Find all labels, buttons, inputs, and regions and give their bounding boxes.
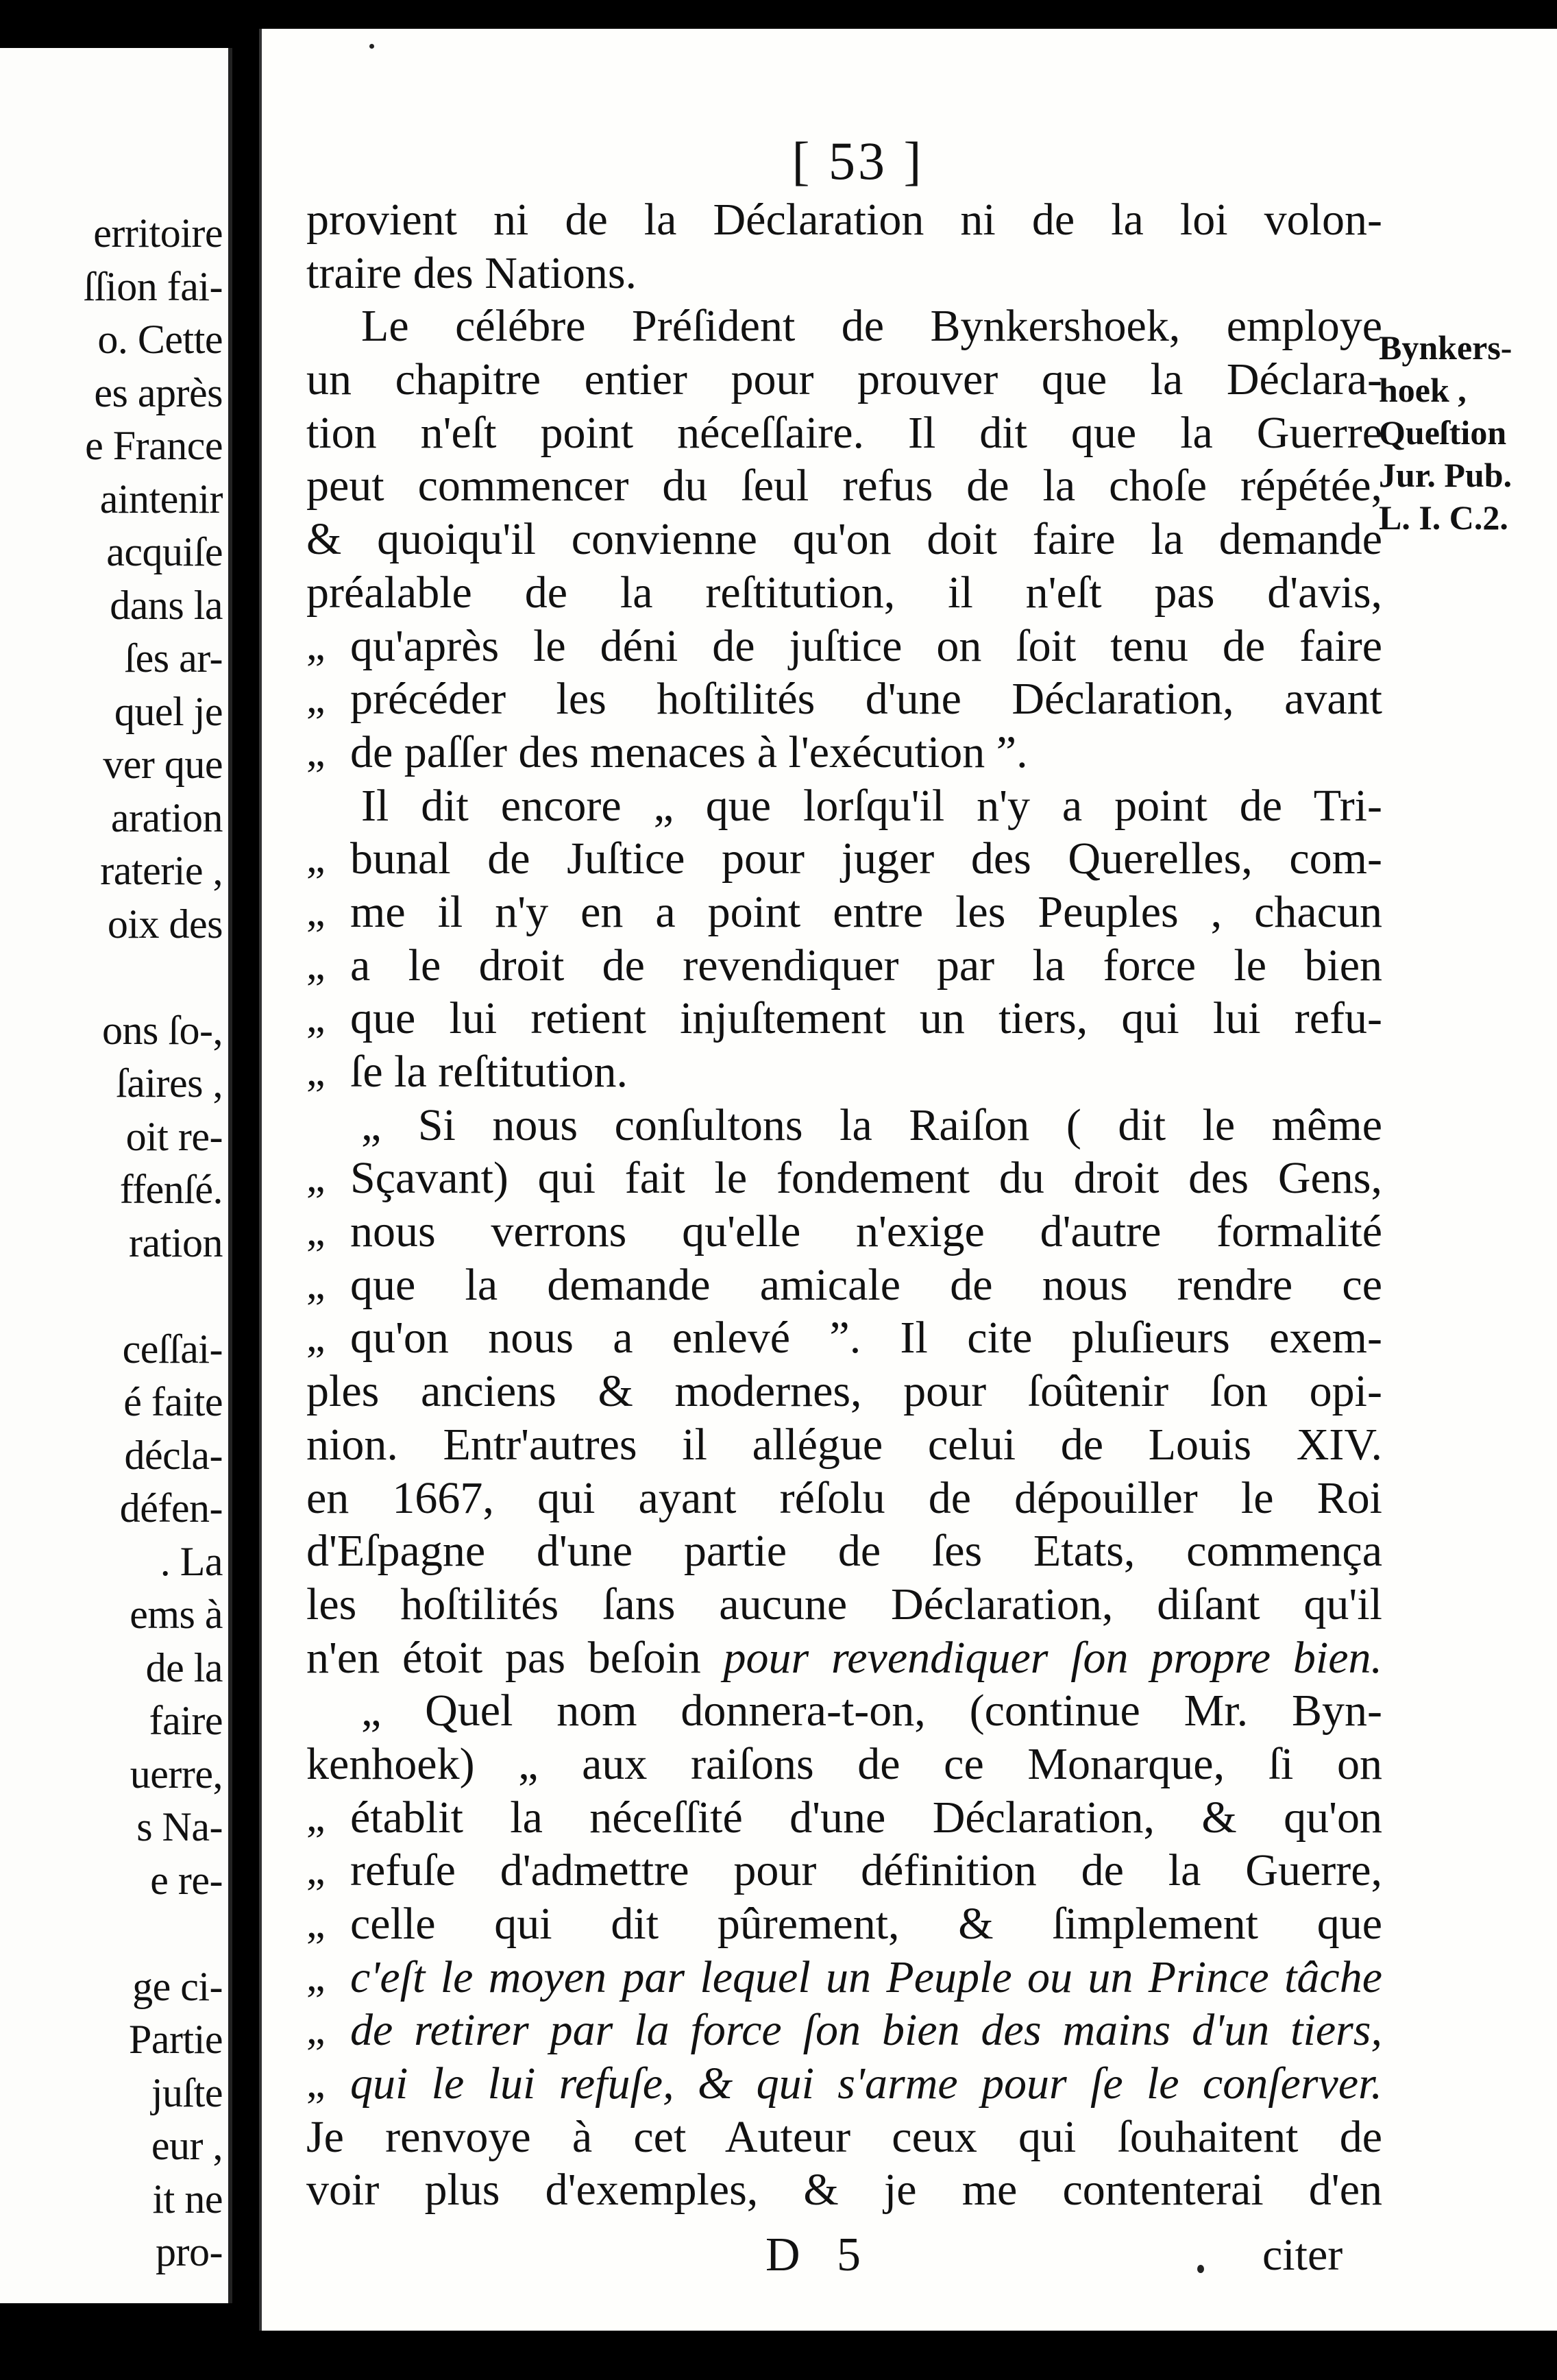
line-text: que lui retient injuſtement un tiers, qui lui refu- [350, 993, 1382, 1044]
text-line [306, 1844, 1382, 1897]
line-text: a le droit de revendiquer par la force le bien [350, 940, 1382, 991]
line-text: n'en étoit pas beſoin [306, 1632, 724, 1683]
line-text: traire des Nations. [306, 247, 637, 298]
line-text: qu'après le déni de juſtice on ſoit tenu de faire [350, 620, 1382, 671]
text-line [306, 1311, 1382, 1365]
margin-note [1379, 326, 1557, 539]
line-text: préalable de la reſtitution, il n'eſt pas d'avis, [306, 567, 1382, 618]
text-line [306, 1259, 1382, 1312]
margin-note-line: L. I. C.2. [1379, 498, 1508, 537]
text-line [306, 1525, 1382, 1578]
left-page-line [0, 951, 228, 1004]
line-text: provient ni de la Déclaration ni de la loi volon- [306, 195, 1382, 245]
line-text: qu'on nous a enlevé ”. Il cite pluſieurs exem- [350, 1313, 1382, 1363]
left-page-line: ſes ar- [124, 635, 223, 681]
text-line [306, 353, 1382, 406]
left-page-line: dans la [110, 582, 223, 628]
quote-mark: „ [306, 675, 326, 722]
left-page-fragment [0, 48, 232, 2303]
text-line [306, 1418, 1382, 1472]
italic-text: de retirer par la force ſon bien des mains d'un tiers, [350, 2005, 1382, 2056]
left-page-line: ceſſai- [122, 1326, 223, 1372]
left-page-line: e re- [150, 1857, 223, 1903]
text-line [306, 1045, 1382, 1099]
quote-mark: „ [306, 1900, 326, 1947]
text-line [306, 247, 1382, 300]
signature-mark: D 5 [765, 2229, 874, 2281]
left-page-line: ſſion fai- [83, 263, 223, 309]
quote-mark: „ [306, 1314, 326, 1361]
text-line [306, 779, 1382, 833]
left-page-line: oit re- [125, 1113, 223, 1159]
line-text: Je renvoye à cet Auteur ceux qui ſouhaitent de [306, 2111, 1382, 2162]
left-page-line: it ne [152, 2176, 223, 2222]
left-page-line: uerre, [130, 1751, 223, 1797]
line-text: un chapitre entier pour prouver que la Déclara- [306, 354, 1382, 405]
left-page-line: o. Cette [97, 317, 223, 362]
text-line [306, 672, 1382, 726]
left-page-line: aintenir [99, 476, 223, 522]
line-text: nous verrons qu'elle n'exige d'autre formalité [350, 1206, 1382, 1257]
line-text: de paſſer des menaces à l'exécution ”. [350, 727, 1028, 777]
left-page-line: e France [85, 423, 223, 468]
quote-mark: „ [306, 1261, 326, 1308]
text-line [306, 1791, 1382, 1845]
text-line [306, 1365, 1382, 1418]
line-text: Il dit encore „ que lorſqu'il n'y a point de Tri- [361, 780, 1382, 831]
text-line [306, 2111, 1382, 2164]
line-text: bunal de Juſtice pour juger des Querelles, com- [350, 834, 1382, 884]
quote-mark: „ [306, 728, 326, 775]
left-page-line: es après [94, 369, 223, 415]
line-text: Sçavant) qui fait le fondement du droit des Gens, [350, 1153, 1382, 1204]
text-line [306, 459, 1382, 513]
line-text: les hoſtilités ſans aucune Déclaration, diſant qu'il [306, 1579, 1382, 1629]
line-text: nion. Entr'autres il allégue celui de Louis XIV. [306, 1419, 1382, 1470]
text-line [306, 1205, 1382, 1259]
left-page-line: acquiſe [106, 529, 223, 574]
text-line [306, 1099, 1382, 1152]
line-text: d'Eſpagne d'une partie de ſes Etats, commença [306, 1526, 1382, 1577]
text-line [306, 726, 1382, 779]
quote-mark: „ [306, 1793, 326, 1841]
quote-mark: „ [306, 1208, 326, 1255]
line-text: ples anciens & modernes, pour ſoûtenir ſon opi- [306, 1366, 1382, 1417]
quote-mark: „ [306, 1847, 326, 1894]
left-page-line: de la [145, 1644, 223, 1690]
line-text: ſe la reſtitution. [350, 1047, 628, 1097]
line-text: kenhoek) „ aux raiſons de ce Monarque, ſi on [306, 1738, 1382, 1789]
left-page-line [0, 1907, 228, 1960]
left-page-line: décla- [124, 1432, 223, 1478]
left-page-line: ems à [130, 1592, 223, 1637]
text-line [306, 832, 1382, 886]
margin-note-line: Bynkers- [1379, 328, 1512, 367]
margin-note-line: Queſtion [1379, 413, 1507, 452]
page-number: [ 53 ] [792, 131, 924, 191]
line-text: & quoiqu'il convienne qu'on doit faire la demande [306, 514, 1382, 565]
left-page-line: raterie , [100, 848, 223, 893]
quote-mark: „ [306, 1048, 326, 1095]
line-text: que la demande amicale de nous rendre ce [350, 1259, 1382, 1310]
left-page-line: . La [160, 1538, 223, 1584]
text-line [306, 1472, 1382, 1525]
left-page-line: ge ci- [132, 1963, 223, 2009]
line-text: refuſe d'admettre pour définition de la Guerre, [350, 1845, 1382, 1896]
text-line [306, 1684, 1382, 1738]
left-page-line: erritoire [93, 210, 223, 256]
text-line [306, 1897, 1382, 1951]
text-line [306, 1578, 1382, 1631]
left-page-line: ration [129, 1219, 223, 1265]
line-text: „ Si nous conſultons la Raiſon ( dit le même [361, 1100, 1382, 1150]
left-page-line: quel je [114, 688, 223, 734]
quote-mark: „ [306, 622, 326, 669]
left-page-line: ffenſé. [119, 1167, 223, 1212]
quote-mark: „ [306, 1154, 326, 1202]
body-text [306, 193, 1382, 2217]
italic-text: pour revendiquer ſon propre bien. [723, 1632, 1382, 1683]
line-text: précéder les hoſtilités d'une Déclaration, avant [350, 674, 1382, 725]
left-page-line: juſte [151, 2069, 223, 2115]
margin-note-line: hoek , [1379, 371, 1467, 409]
text-line [306, 620, 1382, 673]
left-page-line: pro- [156, 2229, 223, 2274]
quote-mark: „ [306, 941, 326, 988]
ink-speck [1197, 2265, 1204, 2273]
text-line [306, 513, 1382, 566]
left-page-line [0, 1270, 228, 1323]
italic-text: qui le lui refuſe, & qui s'arme pour ſe le conſerver. [350, 2059, 1382, 2109]
text-line [306, 566, 1382, 620]
line-text: „ Quel nom donnera-t-on, (continue Mr. Byn- [361, 1686, 1382, 1736]
text-line [306, 2163, 1382, 2217]
line-text: voir plus d'exemples, & je me contenterai d'en [306, 2165, 1382, 2215]
line-text: celle qui dit pûrement, & ſimplement que [350, 1899, 1382, 1949]
left-page-line: aration [110, 794, 223, 840]
line-text: peut commencer du ſeul refus de la choſe répétée, [306, 461, 1382, 511]
italic-text: c'eſt le moyen par lequel un Peuple ou un Prince tâche [350, 1952, 1382, 2002]
left-page-line: faire [149, 1698, 223, 1743]
left-page-line: s Na- [136, 1804, 223, 1849]
left-page-line: é faite [123, 1379, 223, 1424]
quote-mark: „ [306, 888, 326, 935]
quote-mark: „ [306, 2006, 326, 2054]
quote-mark: „ [306, 995, 326, 1042]
left-page-line: Partie [129, 2017, 223, 2062]
line-text: établit la néceſſité d'une Déclaration, & qu'on [350, 1792, 1382, 1843]
line-text: tion n'eſt point néceſſaire. Il dit que la Guerre [306, 407, 1382, 458]
quote-mark: „ [306, 835, 326, 882]
left-page-line: ſaires , [116, 1060, 223, 1106]
left-page-line: ver que [103, 742, 223, 787]
text-line [306, 193, 1382, 247]
line-text: me il n'y en a point entre les Peuples , chacun [350, 886, 1382, 937]
text-line [306, 300, 1382, 353]
catchword: citer [1262, 2230, 1343, 2280]
text-line [306, 1738, 1382, 1791]
text-line [306, 939, 1382, 993]
left-page-text [0, 207, 228, 2279]
left-page-line: oix des [107, 901, 223, 947]
text-line [306, 2057, 1382, 2111]
quote-mark: „ [306, 2060, 326, 2107]
text-line [306, 1631, 1382, 1685]
right-page [259, 29, 1557, 2331]
left-page-line: défen- [119, 1485, 223, 1531]
line-text: Le célébre Préſident de Bynkershoek, employe [361, 301, 1382, 352]
text-line [306, 886, 1382, 939]
text-line [306, 992, 1382, 1045]
left-page-line: eur , [151, 2123, 223, 2168]
ink-speck [369, 44, 374, 49]
text-line [306, 406, 1382, 460]
margin-note-line: Jur. Pub. [1379, 456, 1512, 494]
left-page-line: ons ſo-, [102, 1007, 223, 1053]
text-line [306, 1152, 1382, 1205]
text-line [306, 1951, 1382, 2004]
quote-mark: „ [306, 1953, 326, 2000]
text-line [306, 2004, 1382, 2057]
line-text: en 1667, qui ayant réſolu de dépouiller le Roi [306, 1472, 1382, 1523]
